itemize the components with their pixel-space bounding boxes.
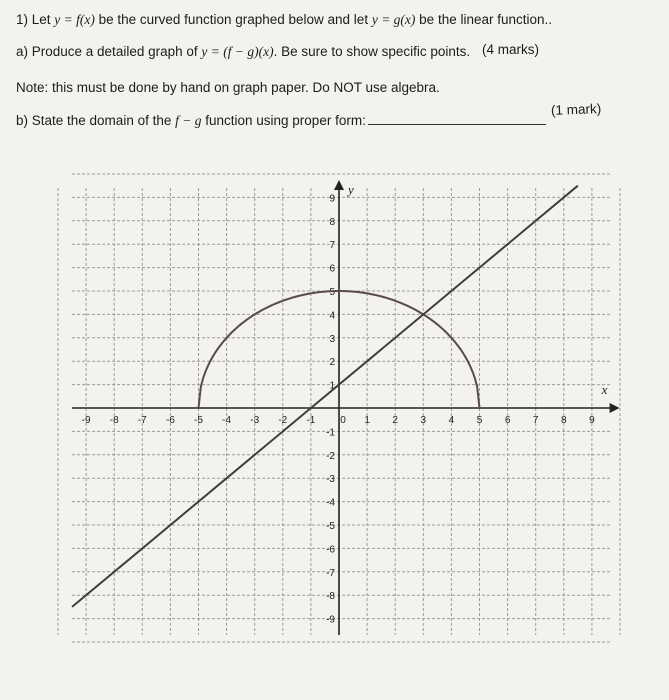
y-tick-label: -6 — [326, 544, 335, 556]
question-1-intro — [16, 12, 552, 28]
y-tick-label: 7 — [329, 240, 335, 252]
x-axis-arrow — [610, 403, 620, 413]
part-b-marks: (1 mark) — [550, 101, 602, 118]
y-tick-label: 6 — [329, 263, 335, 275]
x-tick-label: -8 — [109, 415, 119, 426]
coordinate-graph — [0, 150, 669, 700]
x-tick-label: 9 — [589, 415, 595, 426]
y-tick-label: 2 — [329, 357, 335, 369]
q1-suffix: be the linear function.. — [415, 12, 553, 27]
x-tick-label: -6 — [165, 415, 175, 426]
x-tick-label: 4 — [448, 415, 455, 426]
y-tick-label: 8 — [329, 216, 335, 228]
x-tick-label: -2 — [278, 415, 288, 426]
y-tick-label: 4 — [329, 310, 335, 322]
x-tick-label: 7 — [532, 415, 539, 426]
y-axis-label: y — [348, 182, 354, 198]
answer-line[interactable] — [368, 124, 546, 125]
q1-middle: be the curved function graphed below and let — [94, 12, 372, 27]
part-a-suffix: . Be sure to show specific points. — [273, 44, 471, 59]
part-a-expression: y = (f − g)(x) — [201, 44, 274, 59]
x-tick-label: 2 — [392, 415, 398, 426]
q1-prefix: 1) Let — [16, 12, 55, 27]
question-part-b — [16, 113, 366, 129]
part-a-prefix: a) Produce a detailed graph of — [16, 44, 202, 59]
y-tick-label: 1 — [329, 380, 335, 392]
y-tick-label: -7 — [326, 567, 335, 579]
y-tick-label: 3 — [329, 333, 335, 345]
x-tick-label: 8 — [561, 415, 567, 426]
part-a-marks: (4 marks) — [482, 42, 539, 57]
y-axis-arrow — [334, 180, 344, 190]
y-tick-label: -3 — [326, 474, 335, 486]
x-tick-label: 5 — [476, 415, 483, 426]
part-b-suffix: function using proper form: — [201, 113, 366, 128]
question-part-a — [16, 44, 470, 60]
part-b-expression: f − g — [175, 113, 202, 128]
x-tick-label: 6 — [504, 415, 511, 426]
y-tick-label: 9 — [329, 193, 335, 205]
part-b-prefix: b) State the domain of the — [16, 113, 176, 128]
y-tick-label: 5 — [329, 287, 335, 298]
series-g-line — [72, 186, 578, 607]
x-tick-label: -9 — [81, 415, 91, 426]
x-tick-label: -3 — [250, 415, 260, 426]
y-tick-label: -1 — [326, 427, 335, 439]
y-tick-label: -4 — [326, 497, 335, 509]
y-tick-label: -9 — [326, 614, 335, 626]
x-tick-label: 3 — [420, 415, 427, 426]
x-tick-label: 1 — [364, 415, 370, 426]
plot-series — [72, 186, 578, 607]
y-tick-label: -8 — [326, 591, 335, 603]
y-tick-label: -2 — [326, 450, 335, 462]
x-tick-label: -4 — [222, 415, 232, 426]
x-axis-label: x — [601, 382, 608, 397]
f-definition: y = f(x) — [54, 12, 95, 27]
y-tick-label: -5 — [326, 521, 335, 532]
x-tick-label: -7 — [137, 415, 147, 426]
x-tick-label: -5 — [194, 415, 203, 426]
axes — [72, 180, 620, 635]
x-tick-label: 0 — [340, 415, 346, 426]
g-definition: y = g(x) — [371, 12, 416, 27]
x-tick-label: -1 — [306, 415, 316, 426]
note-text: Note: this must be done by hand on graph paper. Do NOT use algebra. — [16, 80, 440, 95]
